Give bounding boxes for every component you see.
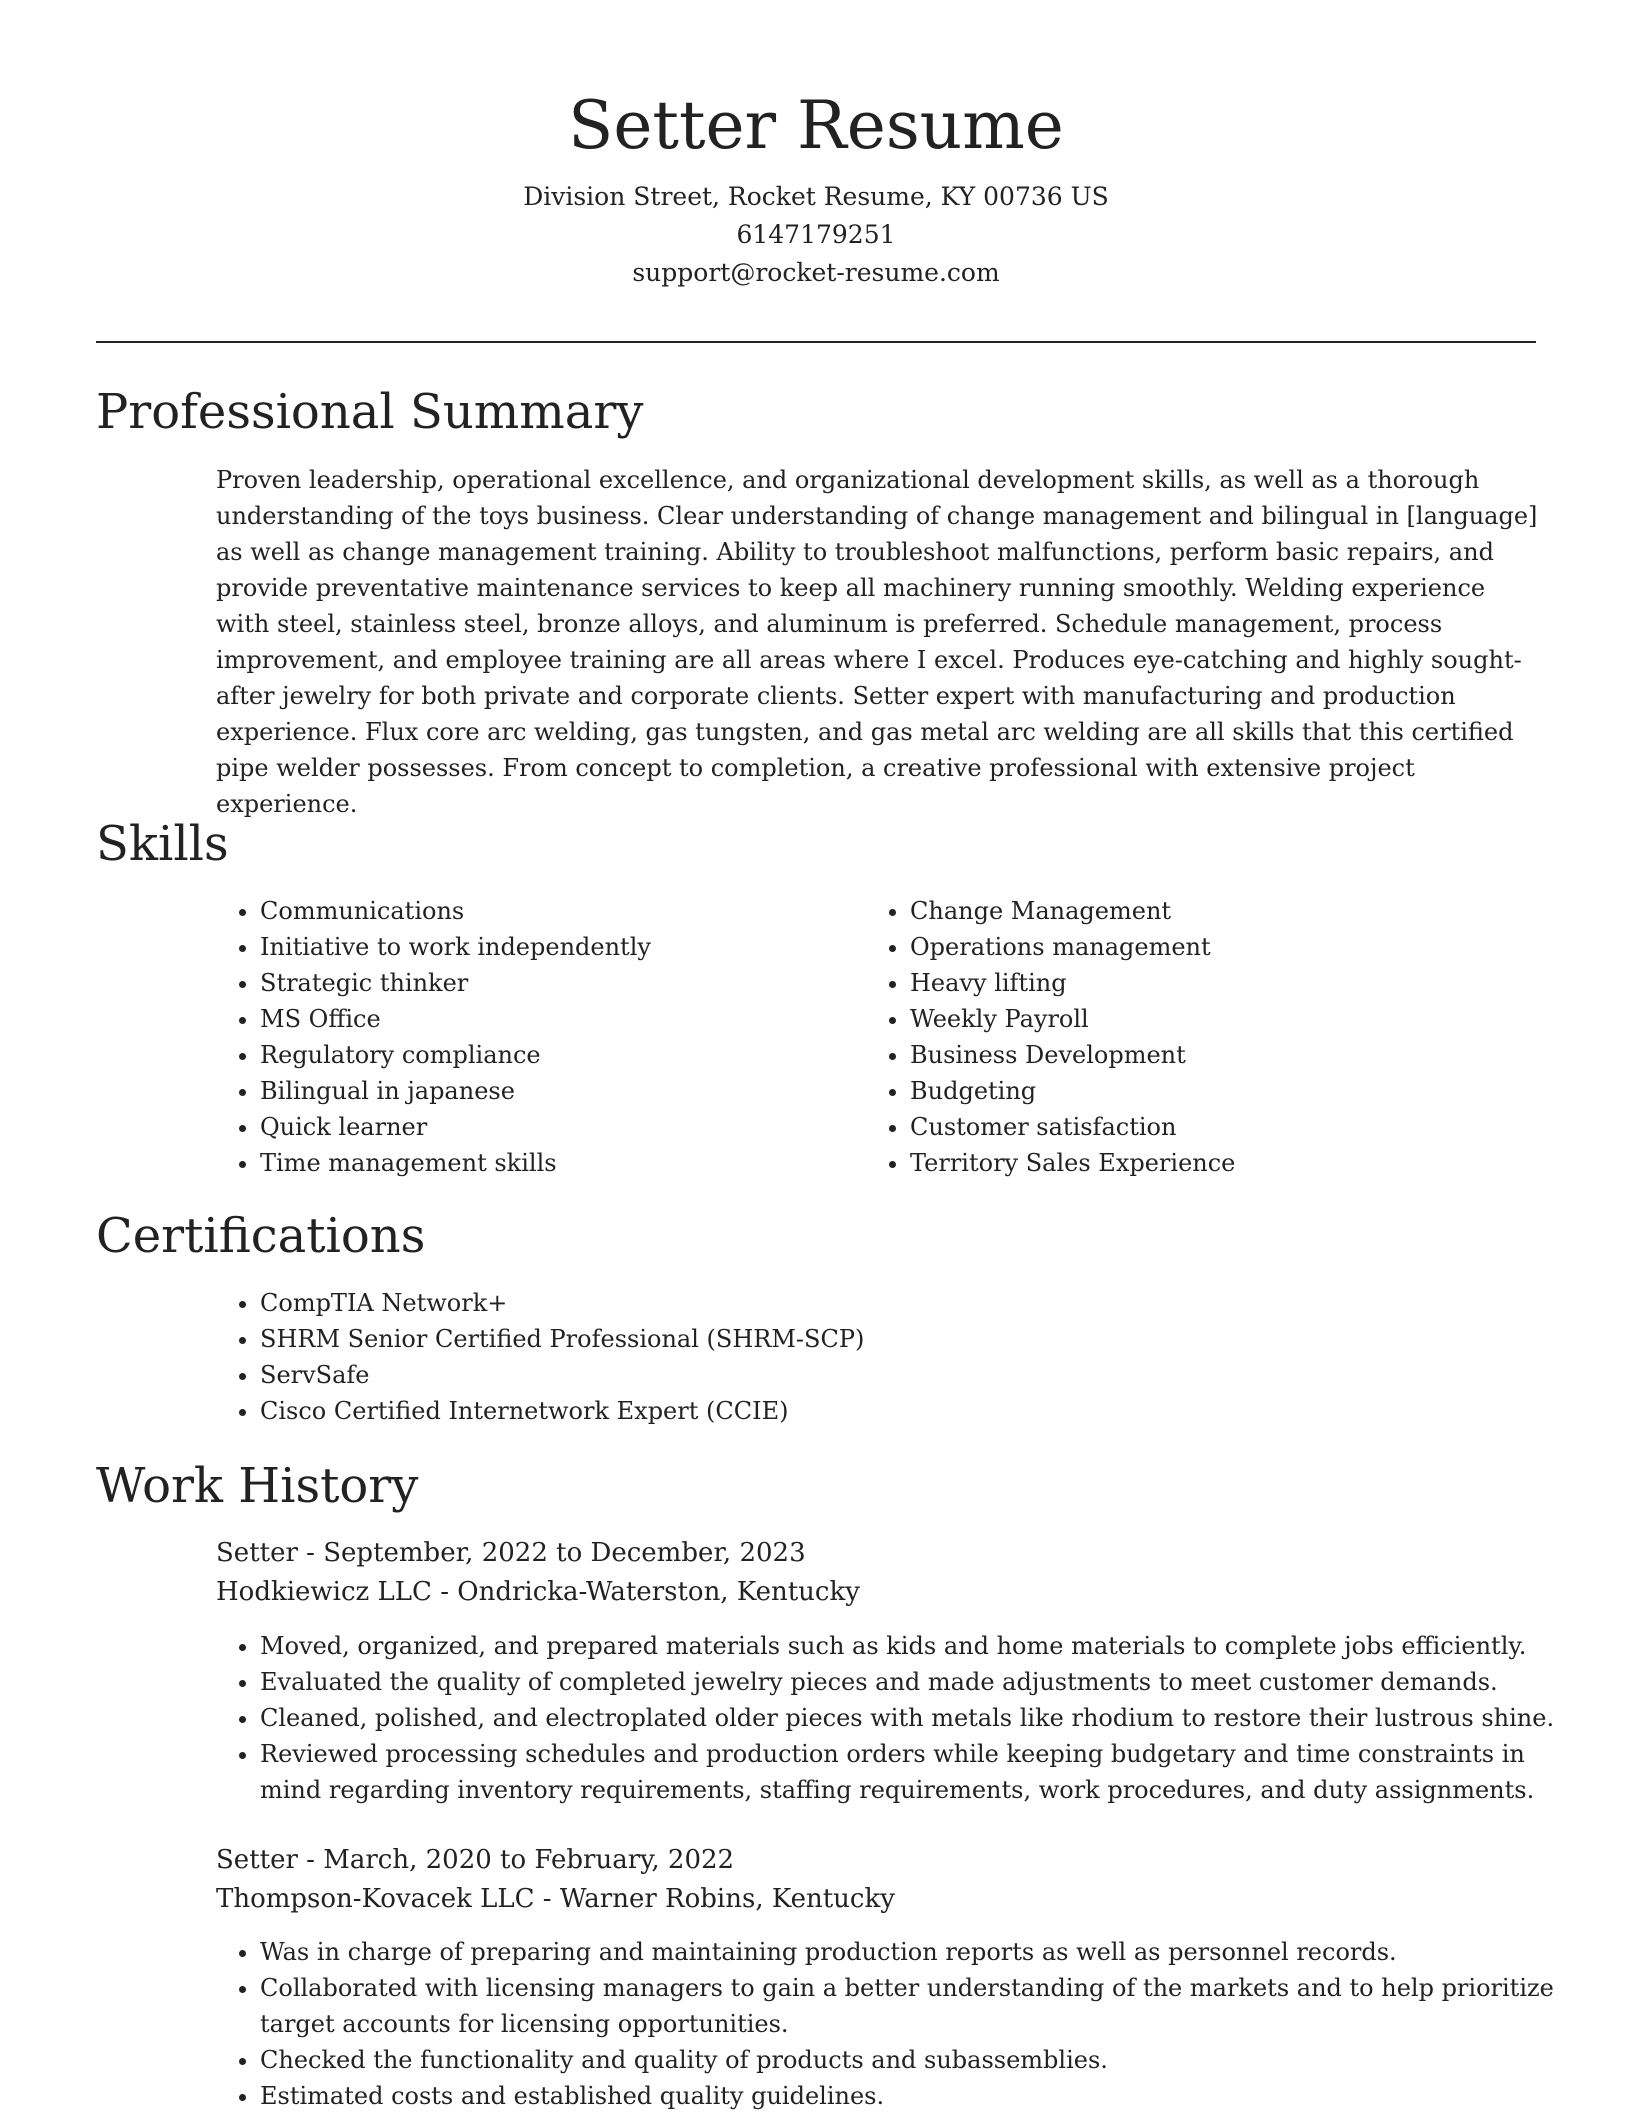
job-role-line: Setter - September, 2022 to December, 2023 [216, 1538, 806, 1568]
job-bullet: • Reviewed processing schedules and production orders while keeping budgetary and time constraints in mind regarding inventory requirements, staffing requirements, work procedures, and duty assignments. [260, 1736, 1576, 1808]
skill-item: • Quick learner [260, 1109, 860, 1145]
skill-item: • Operations management [910, 929, 1510, 965]
skill-item: • Time management skills [260, 1145, 860, 1181]
skills-list-left [216, 893, 860, 1181]
contact-address: Division Street, Rocket Resume, KY 00736 US [523, 182, 1109, 211]
skill-item: • Business Development [910, 1037, 1510, 1073]
section-title-work-history: Work History [96, 1458, 419, 1514]
skill-item: • Weekly Payroll [910, 1001, 1510, 1037]
job-bullet: • Cleaned, polished, and electroplated older pieces with metals like rhodium to restore their lustrous shine. [260, 1700, 1576, 1736]
resume-header [0, 0, 1632, 292]
contact-phone: 6147179251 [736, 220, 896, 249]
certification-item: • SHRM Senior Certified Professional (SHRM-SCP) [260, 1321, 1560, 1357]
skill-item: • Communications [260, 893, 860, 929]
job-bullet: • Was in charge of preparing and maintaining production reports as well as personnel records. [260, 1934, 1576, 1970]
summary-text: Proven leadership, operational excellence, and organizational development skills, as well as a thorough understanding of the toys business. Clear understanding of change management and bilingual in [language] as well as change management training. Ability to troubleshoot malfunctions, perform basic repairs, and provide preventative maintenance services to keep all machinery running smoothly. Welding experience with steel, stainless steel, bronze alloys, and aluminum is preferred. Schedule management, process improvement, and employee training are all areas where I excel. Produces eye-catching and highly sought-after jewelry for both private and corporate clients. Setter expert with manufacturing and production experience. Flux core arc welding, gas tungsten, and gas metal arc welding are all skills that this certified pipe welder possesses. From concept to completion, a creative professional with extensive project experience. [216, 466, 1538, 818]
section-title-certifications: Certifications [96, 1208, 426, 1264]
skill-item: • Heavy lifting [910, 965, 1510, 1001]
certifications-list [216, 1285, 1560, 1429]
skill-item: • MS Office [260, 1001, 860, 1037]
section-title-skills: Skills [96, 816, 229, 872]
job-role-line: Setter - March, 2020 to February, 2022 [216, 1845, 735, 1875]
contact-block [0, 178, 1632, 292]
certification-item: • CompTIA Network+ [260, 1285, 1560, 1321]
section-title-summary: Professional Summary [96, 384, 644, 440]
job-bullet: • Collaborated with licensing managers to gain a better understanding of the markets and to help prioritize target accounts for licensing opportunities. [260, 1970, 1576, 2042]
skill-item: • Initiative to work independently [260, 929, 860, 965]
certification-item: • ServSafe [260, 1357, 1560, 1393]
job-bullets [216, 1628, 1576, 1808]
header-divider [96, 341, 1536, 343]
skill-item: • Change Management [910, 893, 1510, 929]
job-company-line: Thompson-Kovacek LLC - Warner Robins, Kentucky [216, 1884, 895, 1914]
job-bullet: • Moved, organized, and prepared materials such as kids and home materials to complete jobs efficiently. [260, 1628, 1576, 1664]
resume-name: Setter Resume [568, 87, 1064, 164]
job-bullet: • Checked the functionality and quality of products and subassemblies. [260, 2042, 1576, 2078]
job-bullets [216, 1934, 1576, 2114]
skill-item: • Budgeting [910, 1073, 1510, 1109]
skill-item: • Customer satisfaction [910, 1109, 1510, 1145]
contact-email: support@rocket-resume.com [632, 258, 1000, 287]
job-company-line: Hodkiewicz LLC - Ondricka-Waterston, Kentucky [216, 1577, 860, 1607]
certification-item: • Cisco Certified Internetwork Expert (CCIE) [260, 1393, 1560, 1429]
job-bullet: • Estimated costs and established quality guidelines. [260, 2078, 1576, 2114]
skill-item: • Bilingual in japanese [260, 1073, 860, 1109]
skill-item: • Territory Sales Experience [910, 1145, 1510, 1181]
skill-item: • Regulatory compliance [260, 1037, 860, 1073]
job-bullet: • Evaluated the quality of completed jewelry pieces and made adjustments to meet customer demands. [260, 1664, 1576, 1700]
skill-item: • Strategic thinker [260, 965, 860, 1001]
skills-list-right [866, 893, 1510, 1181]
